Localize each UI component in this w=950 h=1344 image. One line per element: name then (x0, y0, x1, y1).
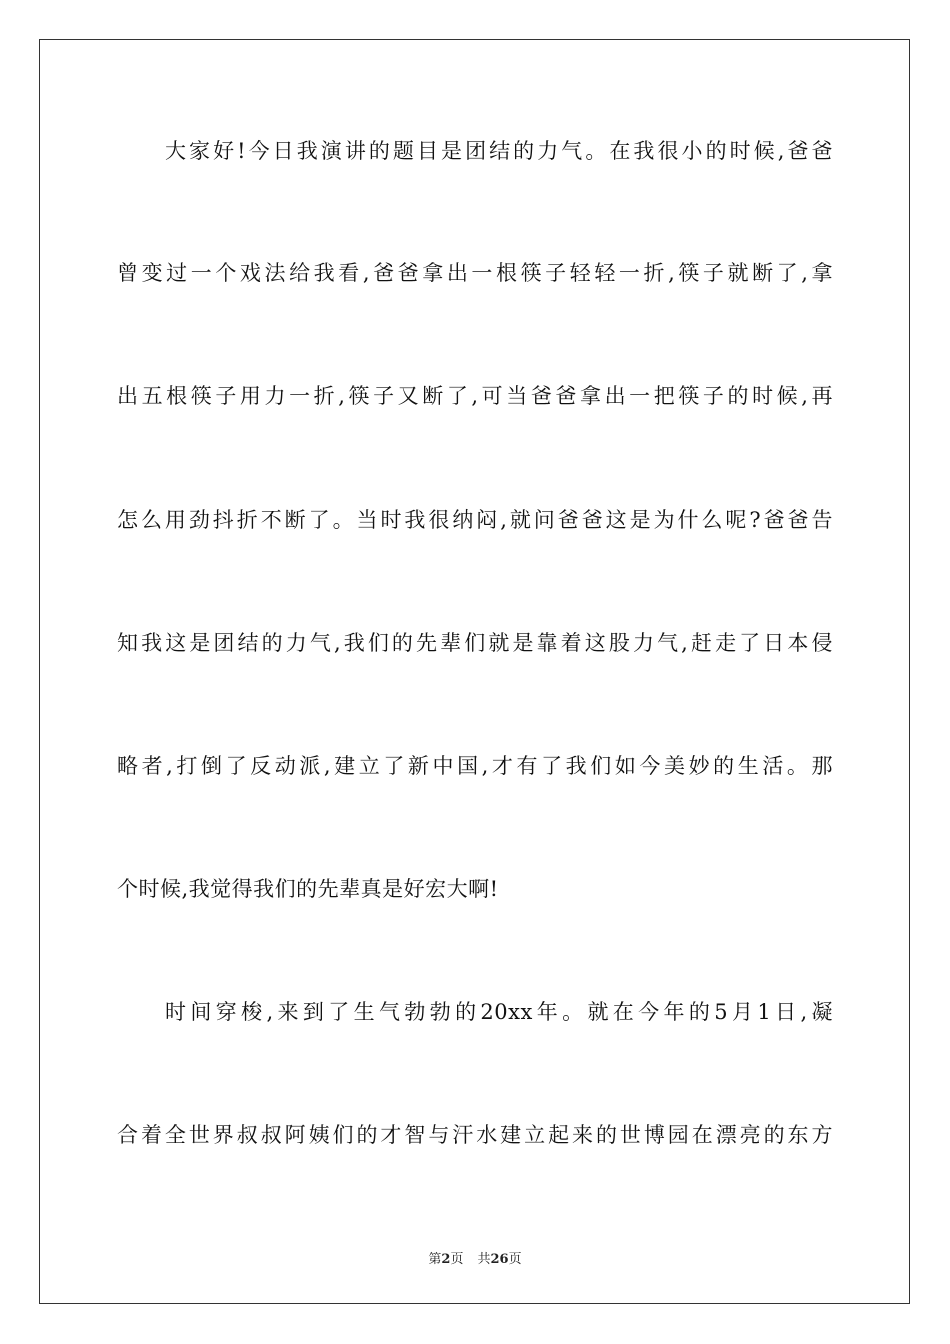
paragraph-line: 时间穿梭,来到了生气勃勃的20xx年。就在今年的5月1日,凝 (165, 1000, 833, 1024)
paragraph-line: 大家好!今日我演讲的题目是团结的力气。在我很小的时候,爸爸 (165, 139, 833, 163)
current-page-number: 2 (441, 1252, 451, 1267)
paragraph-line: 合着全世界叔叔阿姨们的才智与汗水建立起来的世博园在漂亮的东方 (117, 1123, 833, 1147)
page-border (39, 39, 910, 1304)
paragraph-line: 略者,打倒了反动派,建立了新中国,才有了我们如今美妙的生活。那 (117, 754, 833, 778)
paragraph-line: 怎么用劲抖折不断了。当时我很纳闷,就问爸爸这是为什么呢?爸爸告 (117, 508, 833, 532)
paragraph-line: 曾变过一个戏法给我看,爸爸拿出一根筷子轻轻一折,筷子就断了,拿 (117, 261, 833, 285)
total-pages-number: 26 (490, 1252, 509, 1267)
footer-page-prefix: 第 (428, 1252, 442, 1267)
paragraph-line: 个时候,我觉得我们的先辈真是好宏大啊! (117, 877, 499, 901)
footer-total-suffix: 页 (508, 1252, 522, 1267)
paragraph-line: 出五根筷子用力一折,筷子又断了,可当爸爸拿出一把筷子的时候,再 (117, 384, 833, 408)
page-footer (0, 1248, 950, 1267)
footer-page-suffix: 页 (450, 1252, 464, 1267)
paragraph-line: 知我这是团结的力气,我们的先辈们就是靠着这股力气,赶走了日本侵 (117, 631, 833, 655)
footer-total-prefix: 共 (477, 1252, 491, 1267)
